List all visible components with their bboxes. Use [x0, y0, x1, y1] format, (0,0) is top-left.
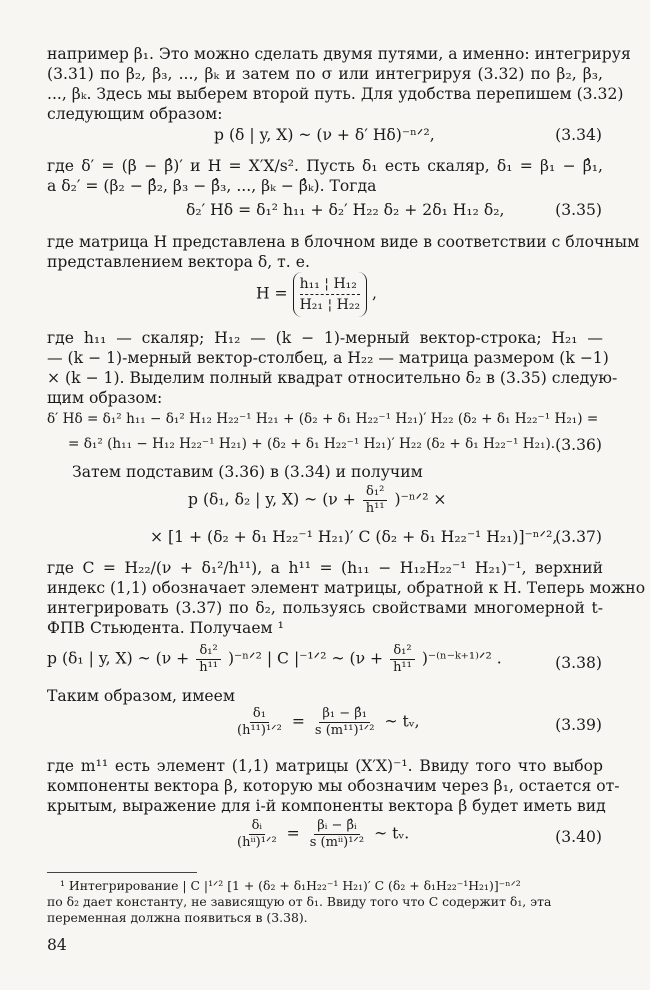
- eq-part: =: [286, 824, 300, 843]
- matrix-lhs: H =: [256, 284, 288, 303]
- matrix-row-1: h₁₁ ¦ H₁₂: [300, 274, 360, 295]
- eq-part: ~ tᵥ.: [374, 824, 410, 843]
- fraction-numerator: δ₁²: [196, 643, 220, 660]
- page-number: 84: [47, 936, 67, 954]
- equation-number: (3.35): [555, 201, 602, 219]
- equation-number: (3.36): [555, 436, 602, 454]
- equation-number: (3.39): [555, 716, 602, 734]
- equation-3-36-line-2: = δ₁² (h₁₁ − H₁₂ H₂₂⁻¹ H₂₁) + (δ₂ + δ₁ H₂₂⁻¹ H₂₁)′ H₂₂ (δ₂ + δ₁ H₂₂⁻¹ H₂₁).: [68, 436, 556, 452]
- fraction: [234, 818, 280, 851]
- equation-number: (3.40): [555, 828, 602, 846]
- matrix-tail: ,: [372, 284, 378, 303]
- fraction-denominator: h¹¹: [393, 660, 412, 675]
- text-line: ФПВ Стьюдента. Получаем ¹: [47, 619, 284, 637]
- block-matrix: [293, 272, 367, 317]
- fraction-numerator: δ₁²: [390, 643, 414, 660]
- text-line: следующим образом:: [47, 105, 223, 123]
- text-line: Затем подставим (3.36) в (3.34) и получим: [72, 463, 423, 481]
- text-line: представлением вектора δ, т. е.: [47, 253, 310, 271]
- fraction: [312, 706, 378, 739]
- equation-3-35: δ₂′ Hδ = δ₁² h₁₁ + δ₂′ H₂₂ δ₂ + 2δ₁ H₁₂ δ₂,: [186, 201, 505, 219]
- footnote-line: по δ₂ дает константу, не зависящую от δ₁. Ввиду того что C содержит δ₁, эта: [47, 894, 552, 909]
- fraction-denominator: h¹¹: [365, 501, 385, 516]
- block-matrix-equation: [256, 272, 377, 317]
- eq-part: p (δ₁, δ₂ | y, X) ~ (ν +: [188, 490, 356, 509]
- equation-3-40: [232, 818, 409, 851]
- equation-3-37-line-1: [188, 484, 446, 517]
- fraction-denominator: (hⁱⁱ)¹ᐟ²: [237, 835, 277, 850]
- eq-part: ~ tᵥ,: [384, 712, 420, 731]
- text-line: а δ₂′ = (β₂ − β̂₂, β₃ − β̂₃, ..., βₖ − β̂ₖ). Тогда: [47, 177, 377, 195]
- fraction-denominator: s (m¹¹)¹ᐟ²: [314, 723, 375, 738]
- equation-3-34: p (δ | y, X) ~ (ν + δ′ Hδ)⁻ⁿᐟ²,: [214, 126, 435, 144]
- text-line: где h₁₁ — скаляр; H₁₂ — (k − 1)-мерный вектор-строка; H₂₁ —: [47, 329, 603, 347]
- fraction-numerator: δ₁: [250, 706, 269, 723]
- text-line: где δ′ = (β − β̂)′ и H = X′X/s². Пусть δ₁ есть скаляр, δ₁ = β₁ − β̂₁,: [47, 157, 603, 175]
- text-line: × (k − 1). Выделим полный квадрат относительно δ₂ в (3.35) следую-: [47, 369, 618, 387]
- eq-part: )⁻ⁿᐟ² ×: [394, 490, 447, 509]
- footnote-line: переменная должна появиться в (3.38).: [47, 910, 308, 925]
- text-line: Таким образом, имеем: [47, 687, 236, 705]
- eq-part: =: [291, 712, 305, 731]
- fraction-numerator: β₁ − β̂₁: [319, 706, 370, 723]
- text-line: — (k − 1)-мерный вектор-столбец, а H₂₂ — матрица размером (k −1): [47, 349, 609, 367]
- equation-number: (3.38): [555, 654, 602, 672]
- fraction: [363, 484, 388, 517]
- equation-3-36-line-1: δ′ Hδ = δ₁² h₁₁ − δ₁² H₁₂ H₂₂⁻¹ H₂₁ + (δ₂ + δ₁ H₂₂⁻¹ H₂₁)′ H₂₂ (δ₂ + δ₁ H₂₂⁻¹ H₂₁) =: [47, 411, 599, 427]
- footnote-divider: [47, 872, 197, 873]
- equation-3-37-line-2: × [1 + (δ₂ + δ₁ H₂₂⁻¹ H₂₁)′ C (δ₂ + δ₁ H₂₂⁻¹ H₂₁)]⁻ⁿᐟ²,: [150, 528, 558, 546]
- equation-number: (3.37): [555, 528, 602, 546]
- text-line: например β₁. Это можно сделать двумя путями, а именно: интегрируя: [47, 45, 631, 63]
- equation-number: (3.34): [555, 126, 602, 144]
- eq-part: )⁻⁽ⁿ⁻ᵏ⁺¹⁾ᐟ² .: [421, 649, 502, 668]
- fraction-denominator: s (mⁱⁱ)¹ᐟ²: [309, 835, 365, 850]
- text-line: щим образом:: [47, 389, 163, 407]
- footnote-line: ¹ Интегрирование | C |¹ᐟ² [1 + (δ₂ + δ₁H₂₂⁻¹ H₂₁)′ C (δ₂ + δ₁H₂₂⁻¹H₂₁)]⁻ⁿᐟ²: [60, 878, 521, 893]
- text-line: ..., βₖ. Здесь мы выберем второй путь. Для удобства перепишем (3.32): [47, 85, 624, 103]
- text-line: компоненты вектора β, которую мы обозначим через β₁, остается от-: [47, 777, 620, 795]
- text-line: где m¹¹ есть элемент (1,1) матрицы (X′X)⁻¹. Ввиду того что выбор: [47, 757, 603, 775]
- fraction-numerator: δᵢ: [249, 818, 265, 835]
- fraction-numerator: βᵢ − β̂ᵢ: [314, 818, 359, 835]
- matrix-row-2: H₂₁ ¦ H₂₂: [299, 297, 361, 313]
- equation-3-38: [47, 643, 502, 676]
- fraction: [196, 643, 221, 676]
- fraction-denominator: h¹¹: [199, 660, 218, 675]
- eq-part: )⁻ⁿᐟ² | C |⁻¹ᐟ² ~ (ν +: [227, 649, 384, 668]
- fraction: [307, 818, 367, 851]
- text-line: индекс (1,1) обозначает элемент матрицы, обратной к H. Теперь можно: [47, 579, 646, 597]
- text-line: где C = H₂₂/(ν + δ₁²/h¹¹), а h¹¹ = (h₁₁ − H₁₂H₂₂⁻¹ H₂₁)⁻¹, верхний: [47, 559, 603, 577]
- fraction-denominator: (h¹¹)¹ᐟ²: [237, 723, 282, 738]
- fraction-numerator: δ₁²: [363, 484, 387, 501]
- text-line: интегрировать (3.37) по δ₂, пользуясь свойствами многомерной t-: [47, 599, 603, 617]
- fraction: [234, 706, 285, 739]
- text-line: (3.31) по β₂, β₃, ..., βₖ и затем по σ или интегрируя (3.32) по β₂, β₃,: [47, 65, 603, 83]
- text-line: где матрица H представлена в блочном виде в соответствии с блочным: [47, 233, 640, 251]
- fraction: [390, 643, 415, 676]
- equation-3-39: [232, 706, 420, 739]
- eq-part: p (δ₁ | y, X) ~ (ν +: [47, 649, 190, 668]
- text-line: крытым, выражение для i-й компоненты вектора β будет иметь вид: [47, 797, 606, 815]
